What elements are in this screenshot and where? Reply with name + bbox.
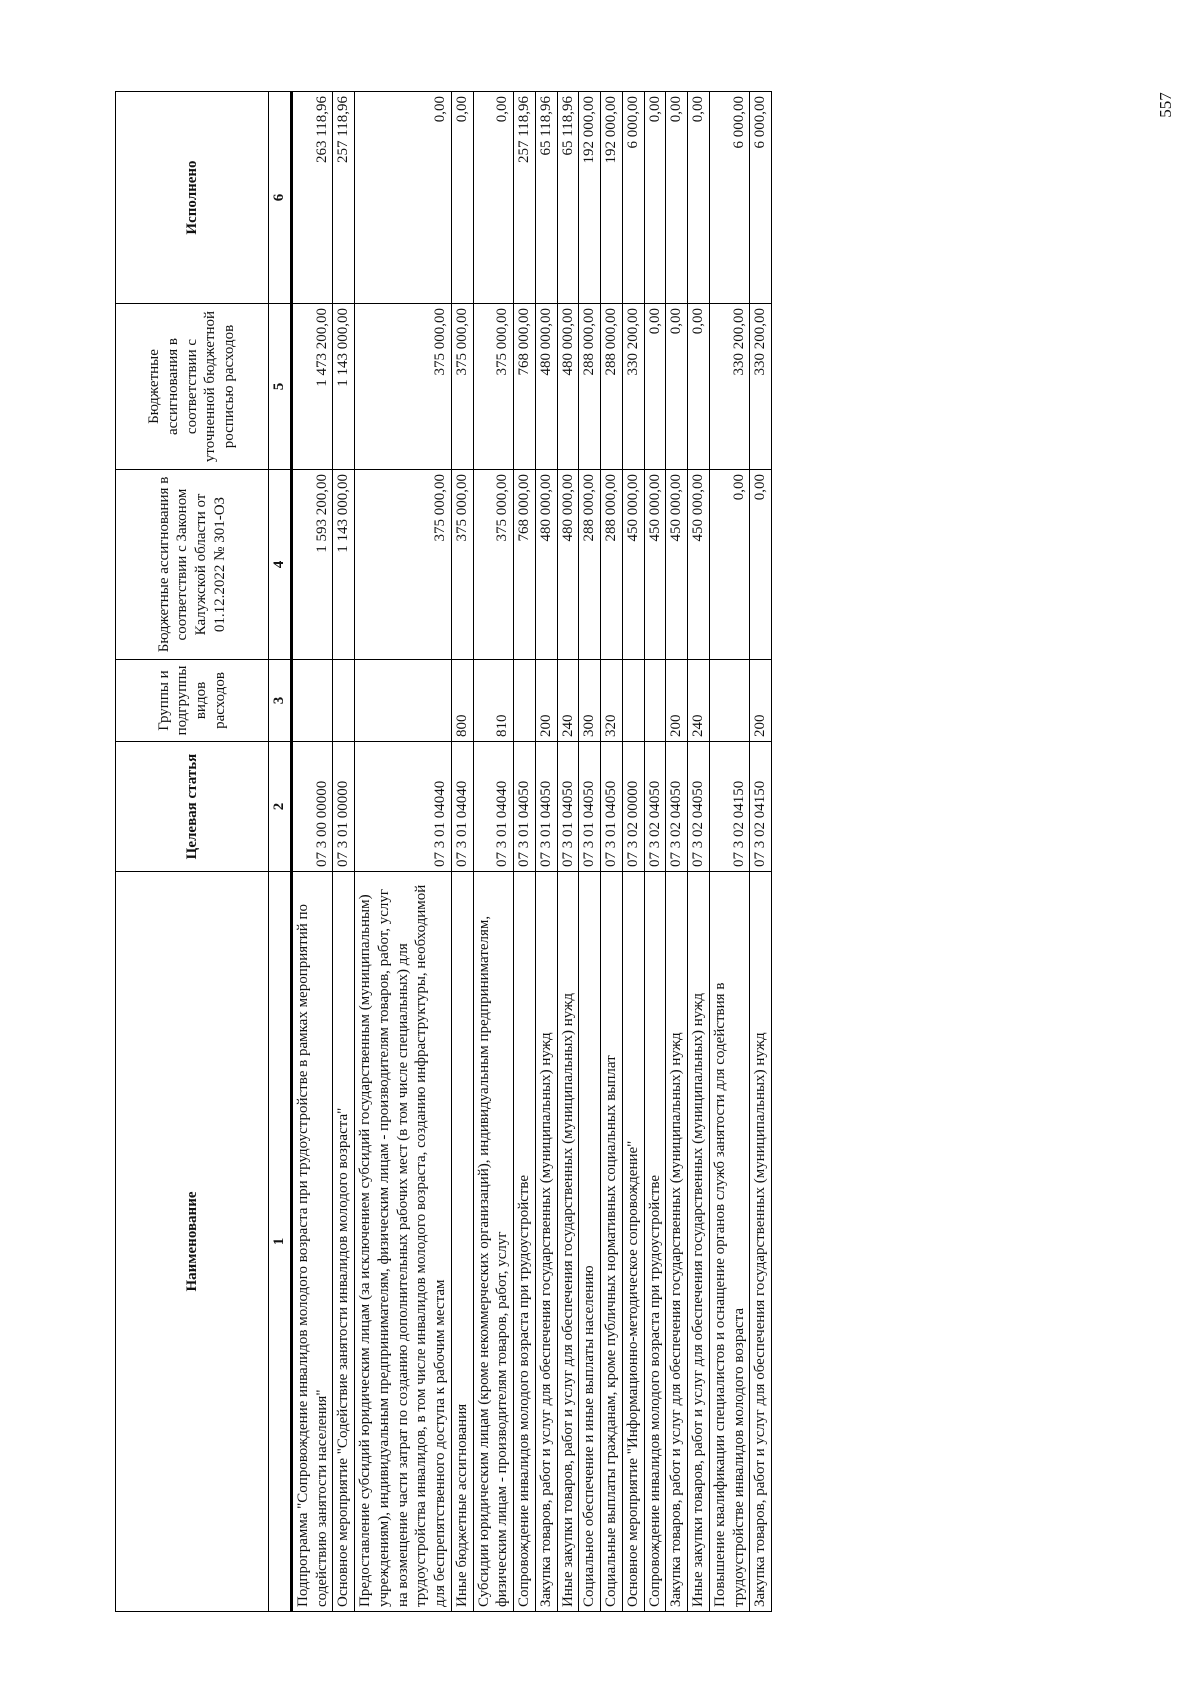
- row-law-allocation-cell: 450 000,00: [622, 470, 644, 660]
- row-roster-allocation-cell: 375 000,00: [473, 304, 514, 470]
- row-expense-group-cell: 200: [535, 660, 557, 742]
- row-expense-group-cell: 200: [750, 660, 772, 742]
- row-roster-allocation-cell: 0,00: [688, 304, 710, 470]
- row-target-article-cell: 07 3 02 00000: [622, 742, 644, 872]
- header-law-allocations: Бюджетные ассигнования в соответствии с Законом Калужской области от 01.12.2022 № 301-ОЗ: [116, 470, 269, 660]
- row-law-allocation-cell: 375 000,00: [355, 470, 452, 660]
- row-name-cell: Субсидии юридическим лицам (кроме некоммерческих организаций), индивидуальным предпринимателям, физическим лицам - производителям товаров, работ, услуг: [473, 872, 514, 1612]
- row-law-allocation-cell: 375 000,00: [473, 470, 514, 660]
- row-name-cell: Основное мероприятие "Информационно-методическое сопровождение": [622, 872, 644, 1612]
- row-roster-allocation-cell: 1 143 000,00: [333, 304, 355, 470]
- row-roster-allocation-cell: 1 473 200,00: [291, 304, 333, 470]
- row-expense-group-cell: 240: [688, 660, 710, 742]
- row-target-article-cell: 07 3 01 04050: [535, 742, 557, 872]
- row-roster-allocation-cell: 480 000,00: [535, 304, 557, 470]
- row-target-article-cell: 07 3 01 04040: [355, 742, 452, 872]
- header-expense-group: Группы и подгруппы видов расходов: [116, 660, 269, 742]
- row-name-cell: Социальные выплаты гражданам, кроме публичных нормативных социальных выплат: [601, 872, 623, 1612]
- row-name-cell: Повышение квалификации специалистов и оснащение органов служб занятости для содействия в трудоустройстве инвалидов молодого возраста: [709, 872, 750, 1612]
- row-roster-allocation-cell: 375 000,00: [355, 304, 452, 470]
- row-name-cell: Закупка товаров, работ и услуг для обеспечения государственных (муниципальных) нужд: [666, 872, 688, 1612]
- table-row: [557, 92, 579, 1612]
- row-name-cell: Закупка товаров, работ и услуг для обеспечения государственных (муниципальных) нужд: [535, 872, 557, 1612]
- row-executed-cell: 6 000,00: [622, 92, 644, 304]
- row-executed-cell: 192 000,00: [601, 92, 623, 304]
- table-row: [622, 92, 644, 1612]
- row-roster-allocation-cell: 330 200,00: [750, 304, 772, 470]
- row-target-article-cell: 07 3 02 04050: [688, 742, 710, 872]
- row-expense-group-cell: 200: [666, 660, 688, 742]
- row-expense-group-cell: 810: [473, 660, 514, 742]
- table-row: [355, 92, 452, 1612]
- header-name: Наименование: [116, 872, 269, 1612]
- row-name-cell: Иные закупки товаров, работ и услуг для обеспечения государственных (муниципальных) нужд: [688, 872, 710, 1612]
- row-expense-group-cell: 320: [601, 660, 623, 742]
- row-executed-cell: 257 118,96: [333, 92, 355, 304]
- row-name-cell: Иные бюджетные ассигнования: [451, 872, 473, 1612]
- table-row: [688, 92, 710, 1612]
- row-executed-cell: 0,00: [644, 92, 666, 304]
- row-expense-group-cell: [514, 660, 536, 742]
- table-row: [579, 92, 601, 1612]
- column-number: 6: [269, 92, 292, 304]
- row-law-allocation-cell: 288 000,00: [579, 470, 601, 660]
- row-executed-cell: 0,00: [688, 92, 710, 304]
- row-roster-allocation-cell: 330 200,00: [622, 304, 644, 470]
- row-target-article-cell: 07 3 01 04040: [451, 742, 473, 872]
- row-target-article-cell: 07 3 02 04050: [666, 742, 688, 872]
- row-roster-allocation-cell: 480 000,00: [557, 304, 579, 470]
- row-expense-group-cell: [622, 660, 644, 742]
- row-expense-group-cell: 800: [451, 660, 473, 742]
- table-row: [644, 92, 666, 1612]
- table-body: [291, 92, 771, 1612]
- row-roster-allocation-cell: 0,00: [666, 304, 688, 470]
- row-roster-allocation-cell: 330 200,00: [709, 304, 750, 470]
- row-executed-cell: 0,00: [666, 92, 688, 304]
- table-row: [666, 92, 688, 1612]
- table-header-row: [116, 92, 269, 1612]
- row-law-allocation-cell: 0,00: [709, 470, 750, 660]
- row-law-allocation-cell: 480 000,00: [557, 470, 579, 660]
- row-executed-cell: 0,00: [473, 92, 514, 304]
- row-executed-cell: 0,00: [355, 92, 452, 304]
- row-name-cell: Закупка товаров, работ и услуг для обеспечения государственных (муниципальных) нужд: [750, 872, 772, 1612]
- table-row: [535, 92, 557, 1612]
- table-row: [709, 92, 750, 1612]
- column-number: 2: [269, 742, 292, 872]
- row-executed-cell: 6 000,00: [709, 92, 750, 304]
- row-law-allocation-cell: 0,00: [750, 470, 772, 660]
- row-expense-group-cell: 300: [579, 660, 601, 742]
- row-name-cell: Сопровождение инвалидов молодого возраста при трудоустройстве: [644, 872, 666, 1612]
- row-executed-cell: 257 118,96: [514, 92, 536, 304]
- row-law-allocation-cell: 375 000,00: [451, 470, 473, 660]
- table-row: [473, 92, 514, 1612]
- column-number-row: [269, 92, 292, 1612]
- row-law-allocation-cell: 450 000,00: [666, 470, 688, 660]
- row-law-allocation-cell: 768 000,00: [514, 470, 536, 660]
- row-expense-group-cell: [709, 660, 750, 742]
- row-executed-cell: 263 118,96: [291, 92, 333, 304]
- row-roster-allocation-cell: 0,00: [644, 304, 666, 470]
- row-expense-group-cell: [644, 660, 666, 742]
- row-law-allocation-cell: 1 593 200,00: [291, 470, 333, 660]
- page-number: 557: [1155, 92, 1175, 118]
- column-number: 1: [269, 872, 292, 1612]
- row-name-cell: Подпрограмма "Сопровождение инвалидов молодого возраста при трудоустройстве в рамках мероприятий по содействию занятости населения": [291, 872, 333, 1612]
- row-executed-cell: 0,00: [451, 92, 473, 304]
- column-number: 4: [269, 470, 292, 660]
- row-expense-group-cell: [355, 660, 452, 742]
- row-target-article-cell: 07 3 01 04050: [557, 742, 579, 872]
- row-roster-allocation-cell: 288 000,00: [601, 304, 623, 470]
- budget-table: [115, 91, 772, 1612]
- row-law-allocation-cell: 450 000,00: [688, 470, 710, 660]
- table-row: [514, 92, 536, 1612]
- header-executed: Исполнено: [116, 92, 269, 304]
- table-row: [291, 92, 333, 1612]
- row-name-cell: Предоставление субсидий юридическим лицам (за исключением субсидий государственным (муниципальным) учреждениям), индивидуальным предпринимателям, физическим лицам - производителям товаров, работ, услуг на возмещение части затрат по созданию дополнительных рабочих мест (в том числе специальных) для трудоустройства инвалидов, в том числе инвалидов молодого возраста, созданию инфраструктуры, необходимой для беспрепятственного доступа к рабочим местам: [355, 872, 452, 1612]
- row-law-allocation-cell: 450 000,00: [644, 470, 666, 660]
- budget-table-container: [115, 92, 1035, 1612]
- row-target-article-cell: 07 3 00 00000: [291, 742, 333, 872]
- row-target-article-cell: 07 3 02 04150: [750, 742, 772, 872]
- row-target-article-cell: 07 3 01 04040: [473, 742, 514, 872]
- header-target-article: Целевая статья: [116, 742, 269, 872]
- row-name-cell: Сопровождение инвалидов молодого возраста при трудоустройстве: [514, 872, 536, 1612]
- row-executed-cell: 6 000,00: [750, 92, 772, 304]
- row-target-article-cell: 07 3 01 04050: [579, 742, 601, 872]
- row-target-article-cell: 07 3 01 00000: [333, 742, 355, 872]
- table-row: [333, 92, 355, 1612]
- row-target-article-cell: 07 3 01 04050: [601, 742, 623, 872]
- row-target-article-cell: 07 3 02 04150: [709, 742, 750, 872]
- row-name-cell: Основное мероприятие "Содействие занятости инвалидов молодого возраста": [333, 872, 355, 1612]
- table-row: [601, 92, 623, 1612]
- row-law-allocation-cell: 288 000,00: [601, 470, 623, 660]
- header-roster-allocations: Бюджетные ассигнования в соответствии с уточненной бюджетной росписью расходов: [116, 304, 269, 470]
- column-number: 3: [269, 660, 292, 742]
- row-expense-group-cell: 240: [557, 660, 579, 742]
- row-roster-allocation-cell: 288 000,00: [579, 304, 601, 470]
- row-expense-group-cell: [333, 660, 355, 742]
- row-law-allocation-cell: 480 000,00: [535, 470, 557, 660]
- row-executed-cell: 65 118,96: [535, 92, 557, 304]
- row-name-cell: Иные закупки товаров, работ и услуг для обеспечения государственных (муниципальных) нужд: [557, 872, 579, 1612]
- row-executed-cell: 192 000,00: [579, 92, 601, 304]
- table-row: [750, 92, 772, 1612]
- row-law-allocation-cell: 1 143 000,00: [333, 470, 355, 660]
- row-name-cell: Социальное обеспечение и иные выплаты населению: [579, 872, 601, 1612]
- row-roster-allocation-cell: 768 000,00: [514, 304, 536, 470]
- row-roster-allocation-cell: 375 000,00: [451, 304, 473, 470]
- row-expense-group-cell: [291, 660, 333, 742]
- table-row: [451, 92, 473, 1612]
- column-number: 5: [269, 304, 292, 470]
- row-target-article-cell: 07 3 02 04050: [644, 742, 666, 872]
- row-target-article-cell: 07 3 01 04050: [514, 742, 536, 872]
- row-executed-cell: 65 118,96: [557, 92, 579, 304]
